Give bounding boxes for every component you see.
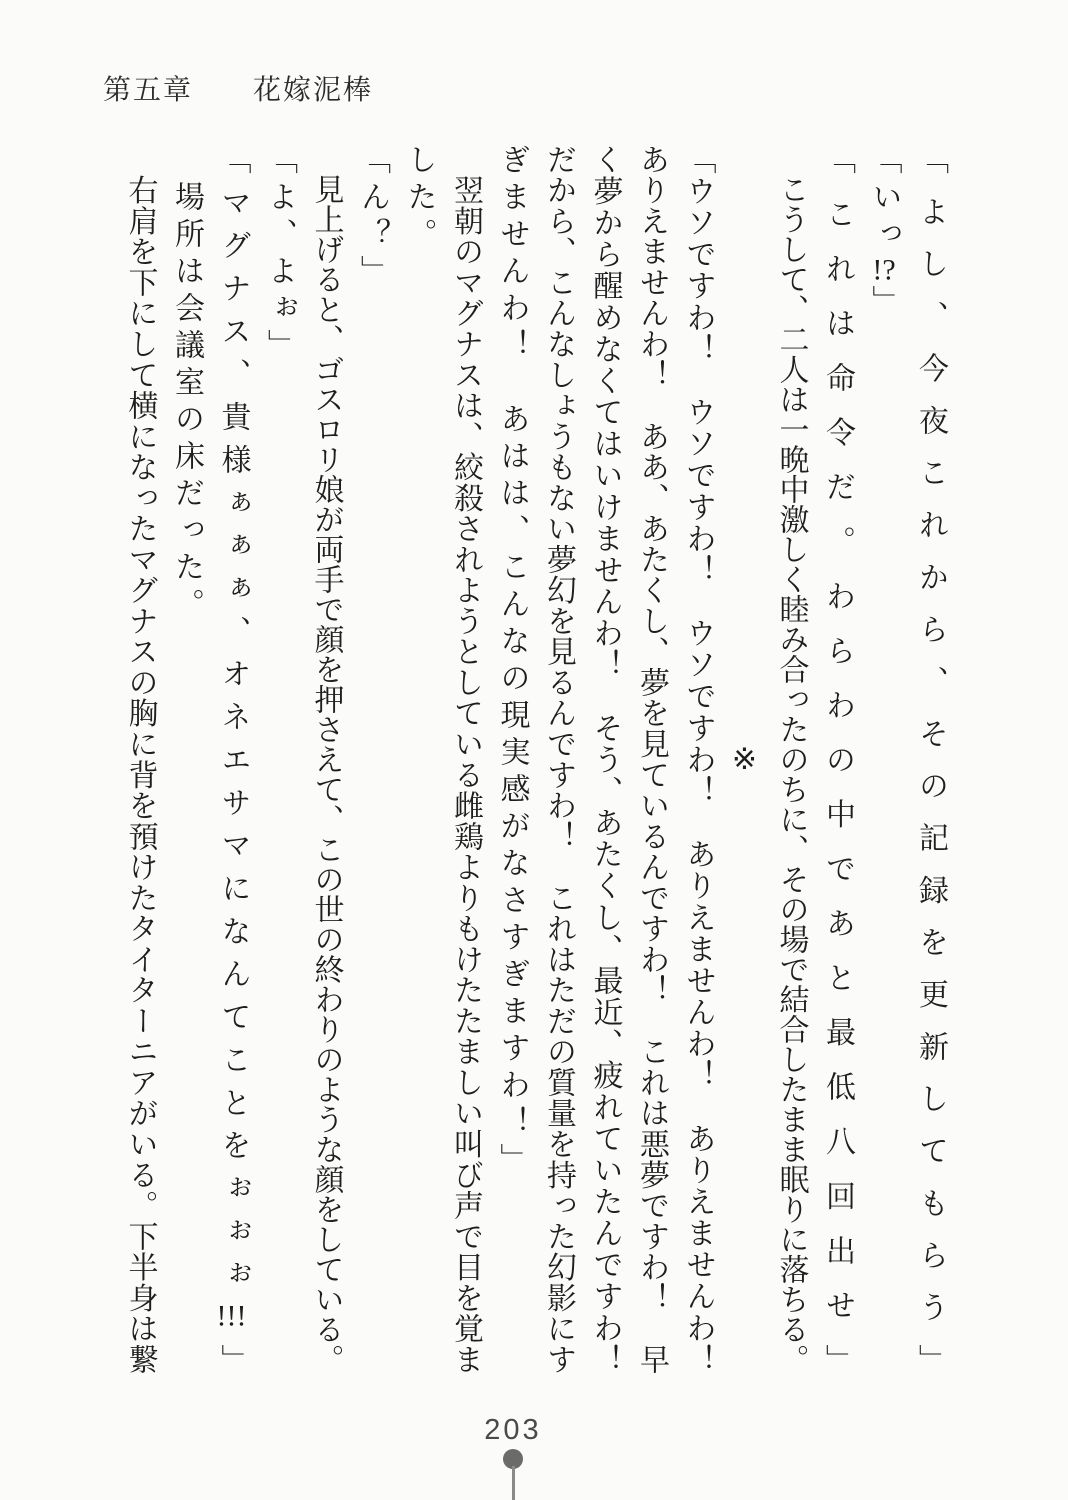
tatechuyoko-run: !!!: [216, 1301, 247, 1332]
tatechuyoko-run: !?: [872, 255, 896, 285]
text-column: 見上げると、ゴスロリ娘が両手で顔を押さえて、この世の終わりのような顔をしている。: [309, 144, 343, 1374]
text-column: 「よ、よぉ」: [263, 144, 296, 366]
footer-ornament-line: [512, 1466, 515, 1500]
text-column: 「マグナス、貴様ぁぁぁ、オネエサマになんてことをぉぉぉ!!!」: [216, 144, 250, 1374]
text-column: 右肩を下にして横になったマグナスの胸に背を預けたタイターニアがいる。下半身は繋: [123, 144, 157, 1374]
text-column: ありえませんわ！ ああ、あたくし、夢を見ているんですわ！ これは悪夢ですわ！ 早: [635, 144, 668, 1374]
page-footer: [0, 1414, 1026, 1447]
text-column: 「ん？」: [356, 144, 389, 292]
text-column: く夢から醒めなくてはいけませんわ！ そう、あたくし、最近、疲れていたんですわ！: [588, 144, 622, 1374]
text-column: だから、こんなしょうもない夢幻を見るんですわ！ これはただの質量を持った幻影にす: [542, 144, 575, 1374]
text-column: 「いっ!?」: [867, 144, 901, 322]
text-column: ※: [728, 741, 761, 777]
text-column: 「ウソですわ！ ウソですわ！ ウソですわ！ ありえませんわ！ ありえませんわ！: [681, 144, 715, 1374]
chapter-header: 第五章 花嫁泥棒: [103, 75, 374, 106]
main-text: [116, 144, 953, 1374]
text-column: こうして、二人は一晩中激しく睦み合ったのちに、その場で結合したまま眠りに落ちる。: [774, 144, 808, 1374]
text-column: 「これは命令だ。わらわの中であと最低八回出せ」: [821, 144, 854, 1374]
text-column: 「よし、今夜これから、その記録を更新してもらう」: [914, 144, 947, 1374]
text-column: 翌朝のマグナスは、絞殺されようとしている雌鶏よりもけたたましい叫び声で目を覚ま: [449, 144, 482, 1375]
page-number: 203: [484, 1414, 542, 1446]
text-column: ぎませんわ！ あはは、こんなの現実感がなさすぎますわ！」: [495, 144, 529, 1180]
text-column: した。: [402, 144, 436, 255]
text-column: 場所は会議室の床だった。: [170, 144, 203, 625]
